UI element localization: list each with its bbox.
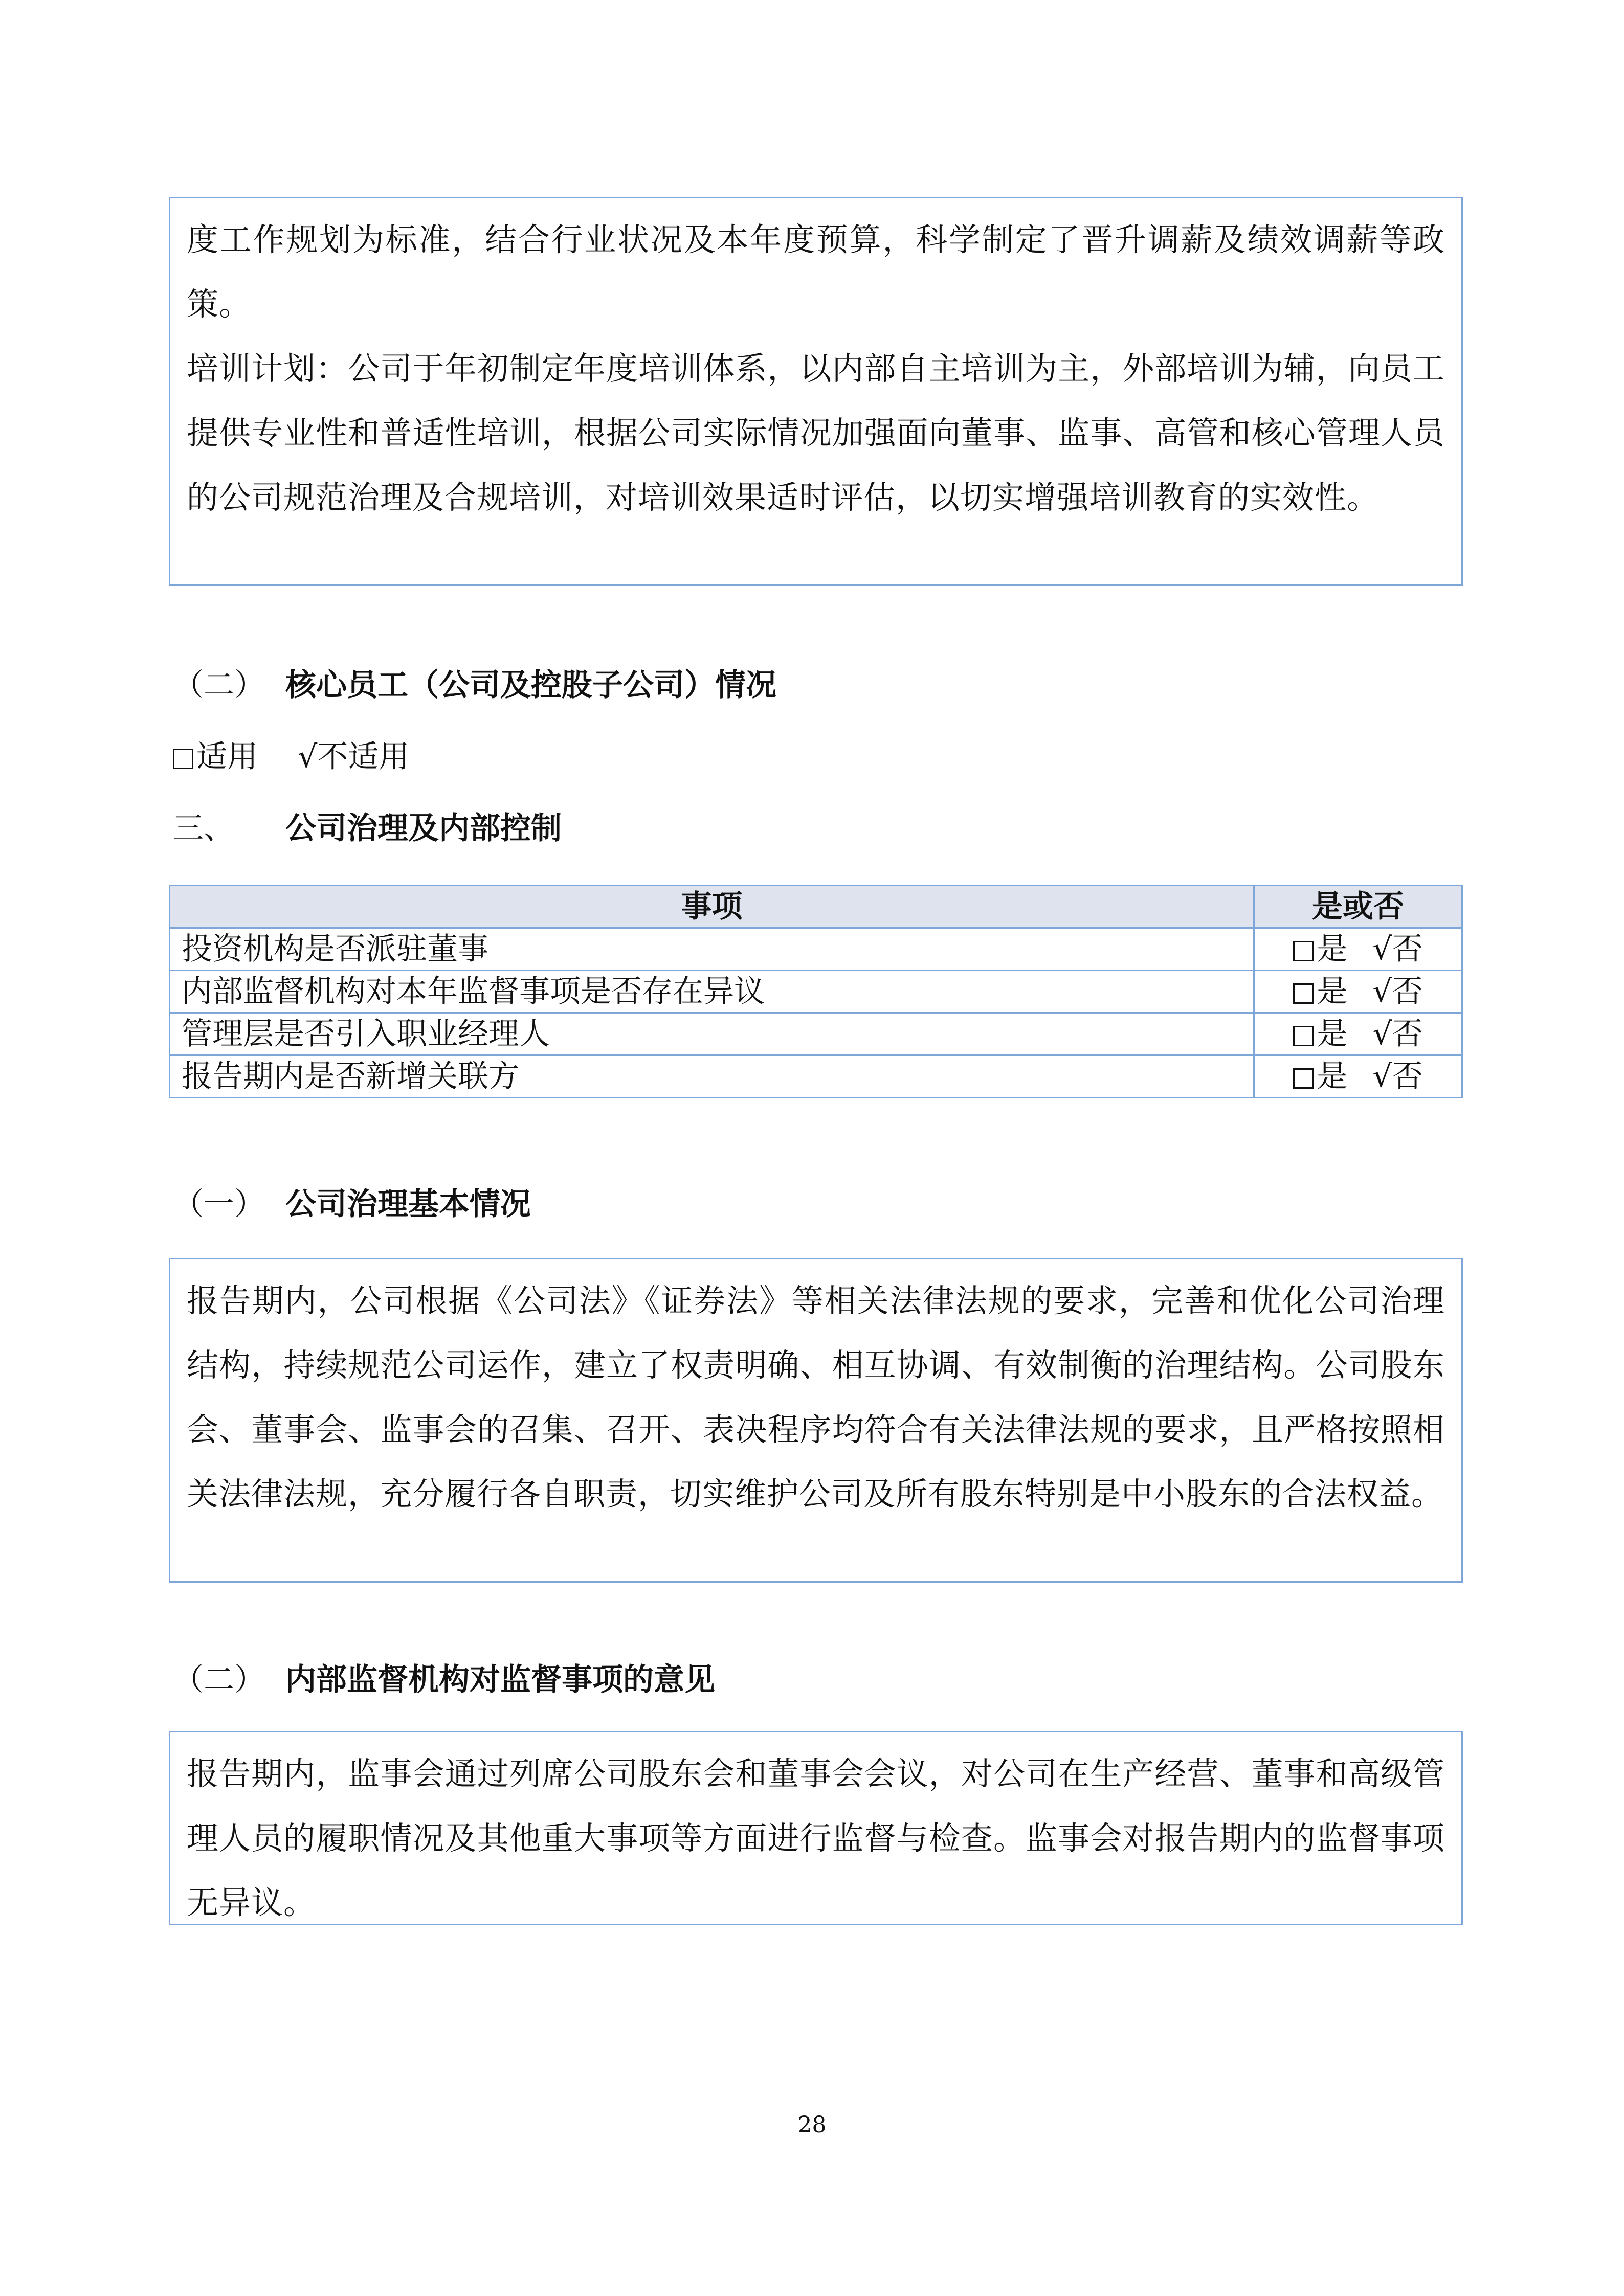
governance-heading-number: 三、 [173, 811, 234, 846]
check-mark-icon: √ [1372, 1016, 1392, 1052]
unchecked-box-icon [1293, 1026, 1314, 1046]
yes-label: 是 [1317, 1059, 1348, 1094]
no-label: 否 [1392, 974, 1423, 1009]
governance-heading-title: 公司治理及内部控制 [285, 811, 562, 846]
page-number: 28 [797, 2112, 827, 2138]
table-cell-item: 管理层是否引入职业经理人 [170, 1013, 1254, 1055]
table-row [170, 1013, 1462, 1055]
table-cell-yes-no [1254, 1055, 1462, 1098]
table-row [170, 1055, 1462, 1098]
governance-table [169, 885, 1463, 1098]
table-cell-item: 投资机构是否派驻董事 [170, 928, 1254, 971]
unchecked-box-icon [1293, 983, 1314, 1004]
core-staff-heading-number: （二） [173, 667, 265, 703]
table-cell-yes-no [1254, 928, 1462, 971]
table-row [170, 928, 1462, 971]
no-label: 否 [1392, 1059, 1423, 1094]
supervision-heading [173, 1659, 715, 1700]
core-staff-heading-title: 核心员工（公司及控股子公司）情况 [285, 667, 776, 703]
no-label: 否 [1392, 1016, 1423, 1052]
hr-policy-paragraph: 度工作规划为标准，结合行业状况及本年度预算，科学制定了晋升调薪及绩效调薪等政策。 [187, 221, 1445, 323]
unchecked-box-icon [1293, 1068, 1314, 1089]
not-applicable-label: 不适用 [317, 739, 410, 775]
unchecked-box-icon [173, 749, 193, 769]
table-cell-yes-no [1254, 971, 1462, 1013]
core-staff-heading [173, 665, 776, 706]
check-mark-icon: √ [298, 739, 318, 775]
yes-label: 是 [1317, 1016, 1348, 1052]
supervision-box [169, 1731, 1463, 1925]
training-plan-paragraph: 培训计划：公司于年初制定年度培训体系，以内部自主培训为主，外部培训为辅，向员工提供专业性和普适性培训，根据公司实际情况加强面向董事、监事、高管和核心管理人员的公司规范治理及合规培训，对培训效果适时评估，以切实增强培训教育的实效性。 [187, 350, 1445, 516]
basic-governance-box [169, 1258, 1463, 1583]
check-mark-icon: √ [1372, 1059, 1392, 1094]
governance-heading [173, 808, 562, 849]
basic-governance-paragraph: 报告期内，公司根据《公司法》《证券法》等相关法律法规的要求，完善和优化公司治理结构，持续规范公司运作，建立了权责明确、相互协调、有效制衡的治理结构。公司股东会、董事会、监事会的召集、召开、表决程序均符合有关法律法规的要求，且严格按照相关法律法规，充分履行各自职责，切实维护公司及所有股东特别是中小股东的合法权益。 [187, 1282, 1445, 1513]
table-cell-item: 报告期内是否新增关联方 [170, 1055, 1254, 1098]
yes-label: 是 [1317, 974, 1348, 1009]
no-label: 否 [1392, 931, 1423, 967]
supervision-heading-number: （二） [173, 1662, 265, 1698]
basic-governance-heading [173, 1184, 531, 1225]
unchecked-box-icon [1293, 941, 1314, 961]
check-mark-icon: √ [1372, 931, 1392, 967]
check-mark-icon: √ [1372, 974, 1392, 1009]
table-cell-item: 内部监督机构对本年监督事项是否存在异议 [170, 971, 1254, 1013]
table-header-row [170, 886, 1462, 928]
basic-governance-heading-title: 公司治理基本情况 [285, 1186, 531, 1222]
column-header-item: 事项 [170, 886, 1254, 928]
supervision-heading-title: 内部监督机构对监督事项的意见 [285, 1662, 715, 1698]
table-row [170, 971, 1462, 1013]
table-cell-yes-no [1254, 1013, 1462, 1055]
column-header-yes-no: 是或否 [1254, 886, 1462, 928]
basic-governance-heading-number: （一） [173, 1186, 265, 1222]
hr-policy-box [169, 197, 1463, 586]
core-staff-applicability [173, 736, 409, 777]
supervision-paragraph: 报告期内，监事会通过列席公司股东会和董事会会议，对公司在生产经营、董事和高级管理人员的履职情况及其他重大事项等方面进行监督与检查。监事会对报告期内的监督事项无异议。 [187, 1755, 1445, 1921]
yes-label: 是 [1317, 931, 1348, 967]
applicable-label: 适用 [196, 739, 258, 775]
